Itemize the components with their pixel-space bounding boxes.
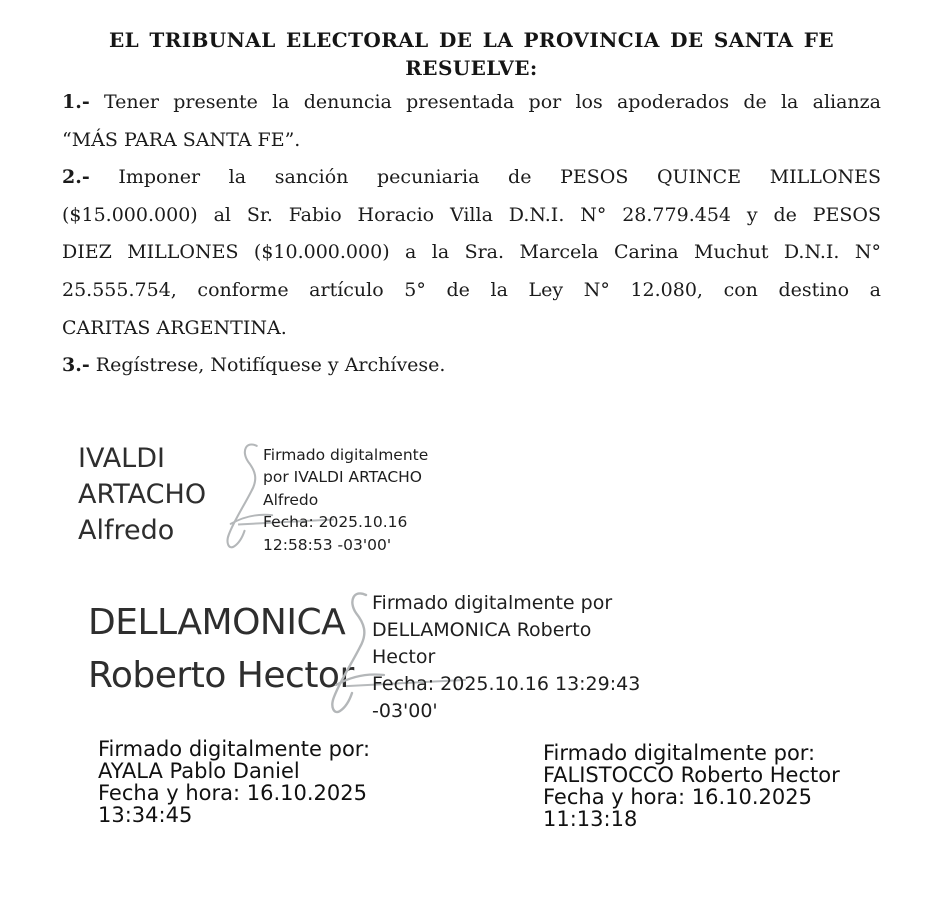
signature-detail-line: Alfredo <box>263 490 319 509</box>
document-title: EL TRIBUNAL ELECTORAL DE LA PROVINCIA DE SANTA FE <box>108 28 835 52</box>
paragraph-3-text: Regístrese, Notifíquese y Archívese. <box>95 354 446 377</box>
signature-name-ivaldi <box>78 441 206 549</box>
paragraph-2-text: Imponer la sanción pecuniaria de PESOS QUINCE MILLONES <box>118 166 881 189</box>
signature-detail-line: AYALA Pablo Daniel <box>98 759 300 783</box>
signature-detail-line: Firmado digitalmente por: <box>98 737 371 761</box>
signature-detail-line: FALISTOCCO Roberto Hector <box>543 763 840 787</box>
paragraph-3-line-1 <box>62 347 881 385</box>
signature-name-line: DELLAMONICA <box>88 602 346 643</box>
signature-detail-line: 12:58:53 -03'00' <box>263 535 392 554</box>
signature-detail-line: DELLAMONICA Roberto <box>372 619 592 641</box>
signature-detail-line: Hector <box>372 646 436 668</box>
signature-detail-line: Fecha: 2025.10.16 <box>263 513 408 532</box>
paragraph-1-text: Tener presente la denuncia presentada por los apoderados de la alianza <box>103 91 881 113</box>
signature-detail-line: Firmado digitalmente por <box>372 592 613 614</box>
paragraph-1-number: 1.- <box>62 91 90 113</box>
document-header <box>62 26 881 82</box>
paragraph-2-line-5: CARITAS ARGENTINA. <box>62 316 287 339</box>
signature-detail-line: por IVALDI ARTACHO <box>263 468 422 487</box>
paragraph-2-line-3: DIEZ MILLONES ($10.000.000) a la Sra. Marcela Carina Muchut D.N.I. N° <box>62 241 881 264</box>
paragraph-1-line-2: “MÁS PARA SANTA FE”. <box>62 128 301 151</box>
paragraph-3-number: 3.- <box>62 354 90 377</box>
signature-name-line: ARTACHO <box>78 479 207 510</box>
signature-detail-line: -03'00' <box>372 700 438 722</box>
signature-detail-line: 11:13:18 <box>543 807 638 831</box>
signature-detail-line: Fecha y hora: 16.10.2025 <box>543 785 813 809</box>
signature-name-line: IVALDI <box>78 443 165 474</box>
paragraph-2-number: 2.- <box>62 166 90 189</box>
paragraph-1-line-1 <box>62 84 881 122</box>
signature-name-line: Roberto Hector <box>88 655 354 696</box>
signature-block-ayala <box>98 738 370 826</box>
signature-details-dellamonica <box>372 590 640 725</box>
paragraph-2-line-2: ($15.000.000) al Sr. Fabio Horacio Villa D.N.I. N° 28.779.454 y de PESOS <box>62 203 881 226</box>
resolution-body <box>62 84 881 385</box>
paragraph-2-line-4: 25.555.754, conforme artículo 5° de la Ley N° 12.080, con destino a <box>62 278 881 301</box>
signature-detail-line: Fecha: 2025.10.16 13:29:43 <box>372 673 641 695</box>
paragraph-2-line-1 <box>62 159 881 197</box>
signature-detail-line: Firmado digitalmente <box>263 446 429 464</box>
signature-detail-line: Fecha y hora: 16.10.2025 <box>98 781 368 805</box>
signature-name-line: Alfredo <box>78 515 175 546</box>
signature-name-dellamonica <box>88 596 354 702</box>
signature-detail-line: Firmado digitalmente por: <box>543 741 816 765</box>
signature-block-falistocco <box>543 742 840 830</box>
signature-detail-line: 13:34:45 <box>98 803 193 827</box>
document-subtitle: RESUELVE: <box>405 56 538 80</box>
signature-details-ivaldi <box>263 444 428 556</box>
